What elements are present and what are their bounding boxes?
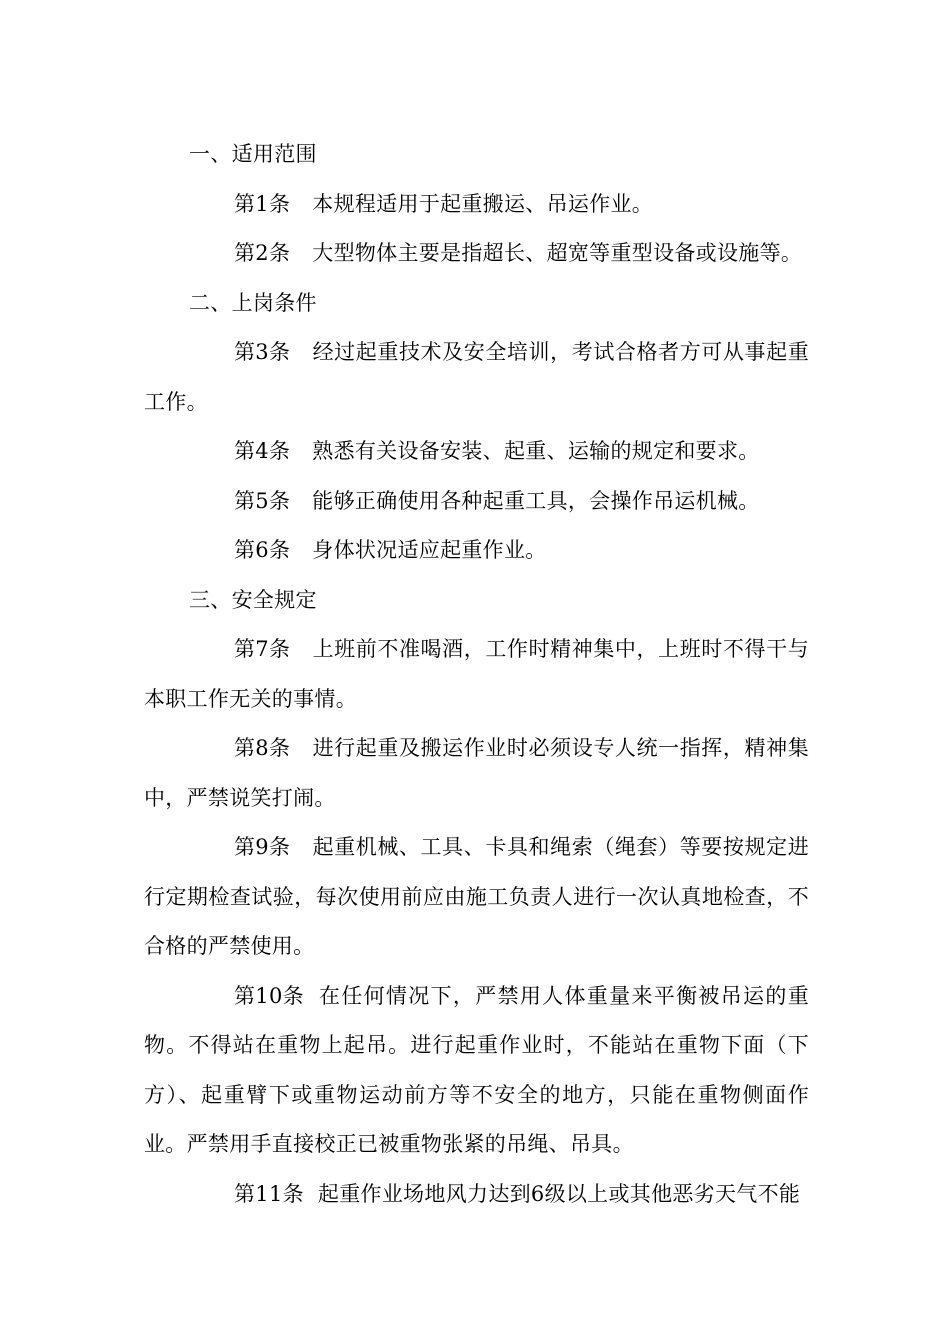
article-text: 经过起重技术及安全培训，考试合格者方可从事起重工作。 (144, 340, 809, 414)
heading-text: 二、上岗条件 (189, 290, 317, 315)
article-number: 第3条 (234, 340, 291, 364)
article-number: 第10条 (234, 983, 304, 1008)
article-paragraph (144, 1170, 809, 1220)
article-text: 上班前不准喝酒，工作时精神集中，上班时不得干与本职工作无关的事情。 (144, 637, 809, 711)
article-number: 第8条 (234, 736, 291, 760)
article-paragraph (144, 823, 809, 972)
article-paragraph (144, 526, 809, 576)
article-paragraph (144, 427, 809, 477)
section-heading (144, 279, 809, 329)
section-heading (144, 130, 809, 180)
article-number: 第9条 (234, 835, 291, 859)
article-paragraph (144, 477, 809, 527)
article-text: 熟悉有关设备安装、起重、运输的规定和要求。 (312, 439, 760, 463)
article-text: 大型物体主要是指超长、超宽等重型设备或设施等。 (312, 241, 803, 265)
article-text: 能够正确使用各种起重工具，会操作吊运机械。 (312, 488, 760, 513)
article-number: 第1条 (234, 191, 291, 216)
article-paragraph (144, 229, 809, 279)
article-text: 本规程适用于起重搬运、吊运作业。 (312, 191, 654, 216)
article-paragraph (144, 625, 809, 724)
article-number: 第6条 (234, 538, 291, 562)
article-text: 起重作业场地风力达到6级以上或其他恶劣天气不能 (317, 1181, 801, 1206)
article-number: 第5条 (234, 488, 291, 513)
heading-text: 三、安全规定 (189, 587, 317, 612)
article-paragraph (144, 180, 809, 230)
article-number: 第7条 (234, 637, 291, 661)
article-number: 第4条 (234, 439, 291, 463)
article-paragraph (144, 724, 809, 823)
article-text: 在任何情况下，严禁用人体重量来平衡被吊运的重物。不得站在重物上起吊。进行起重作业时，不能站在重物下面（下方）、起重臂下或重物运动前方等不安全的地方，只能在重物侧面作业。严禁用手直接校正已被重物张紧的吊绳、吊具。 (144, 983, 809, 1156)
heading-text: 一、适用范围 (189, 142, 317, 166)
article-number: 第2条 (234, 241, 291, 265)
article-text: 起重机械、工具、卡具和绳索（绳套）等要按规定进行定期检查试验，每次使用前应由施工负责人进行一次认真地检查，不合格的严禁使用。 (144, 835, 809, 958)
article-text: 身体状况适应起重作业。 (312, 538, 547, 562)
article-number: 第11条 (234, 1181, 304, 1206)
article-paragraph (144, 972, 809, 1170)
article-paragraph (144, 328, 809, 427)
article-text: 进行起重及搬运作业时必须设专人统一指挥，精神集中，严禁说笑打闹。 (144, 736, 809, 810)
section-heading (144, 576, 809, 626)
document-body (144, 130, 809, 1219)
